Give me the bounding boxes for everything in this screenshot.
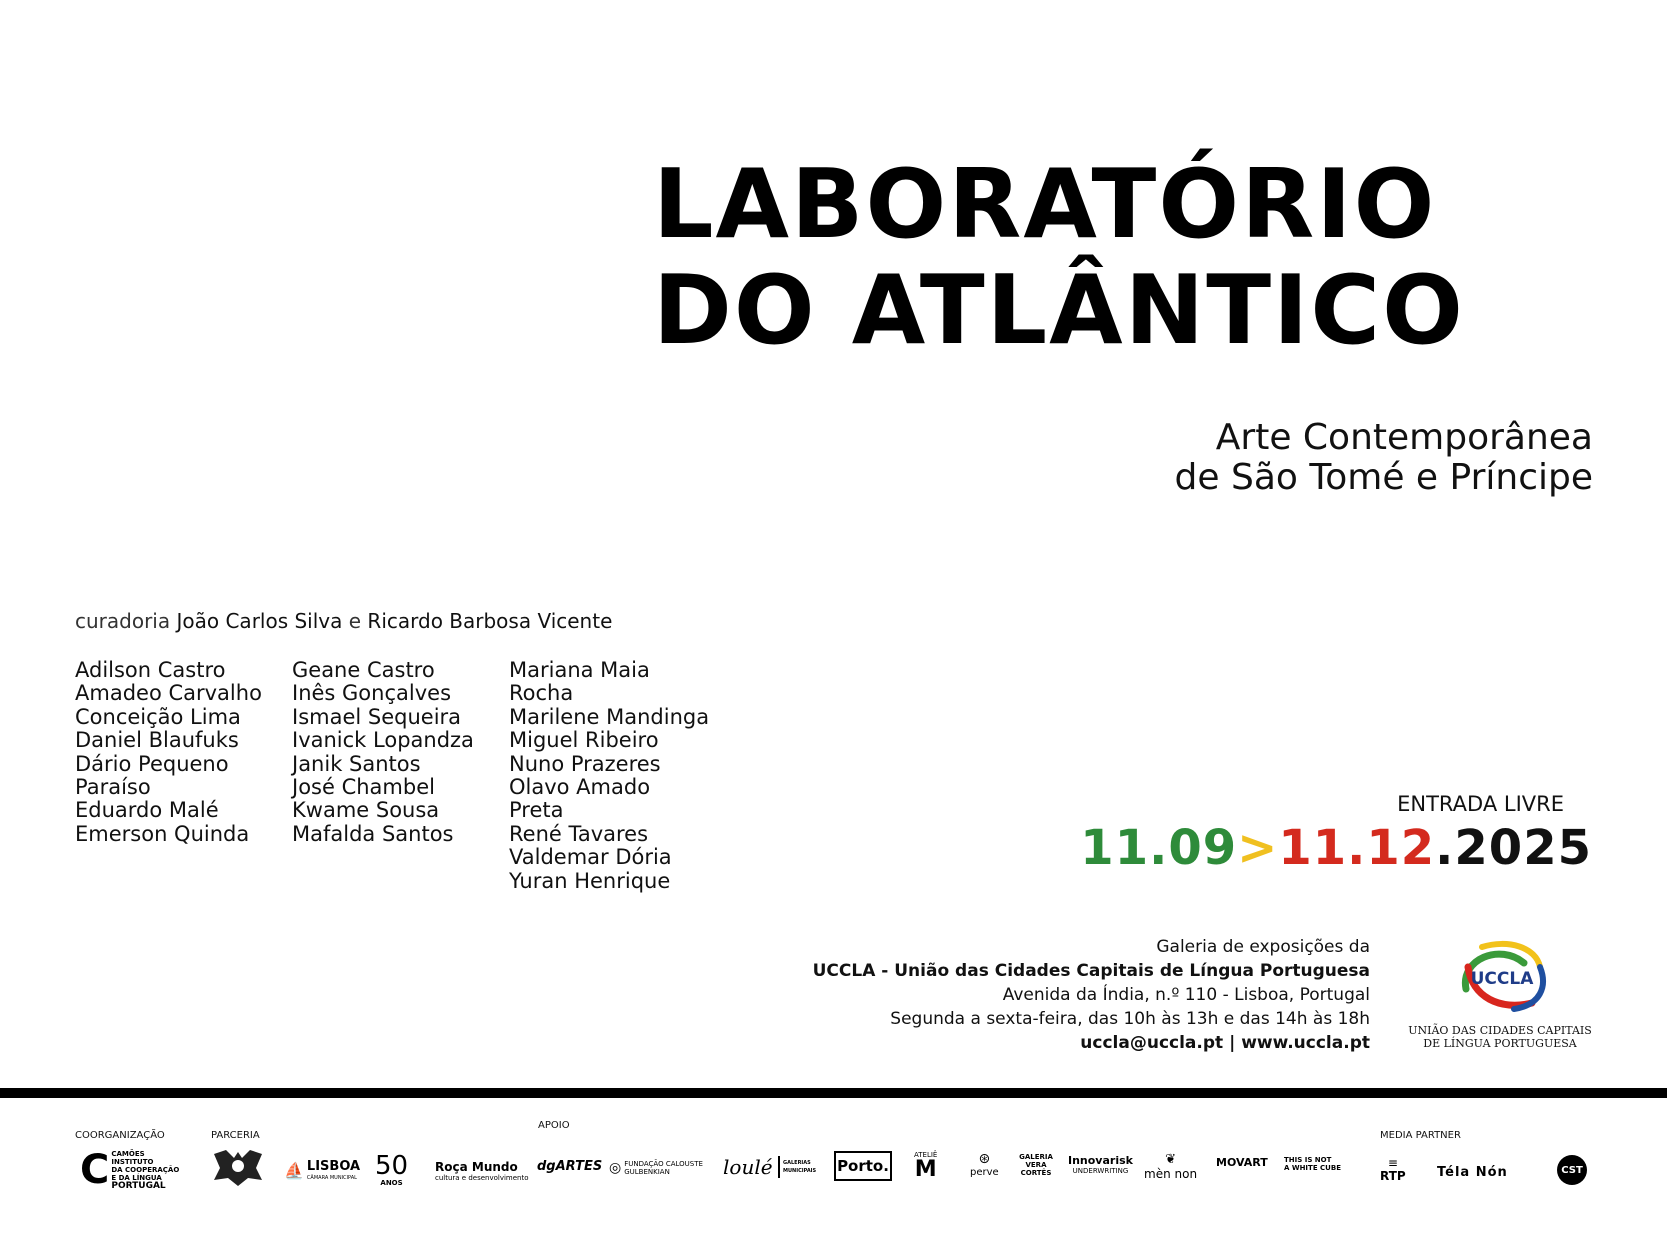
artist-name: Daniel Blaufuks (75, 728, 239, 753)
anniversary-logo (375, 1152, 408, 1188)
white-cube-text-1: THIS IS NOT (1284, 1156, 1332, 1164)
curator-name: João Carlos Silva (176, 609, 343, 633)
artist-name: Miguel Ribeiro (509, 728, 659, 753)
artist-name: José Chambel (292, 774, 435, 799)
curator-name: Ricardo Barbosa Vicente (367, 609, 613, 633)
men-non-logo (1144, 1148, 1197, 1184)
curation-credit (75, 609, 612, 633)
perve-logo (970, 1142, 999, 1186)
free-entry-label: ENTRADA LIVRE (1397, 792, 1564, 816)
artist-name: Nuno Prazeres (509, 751, 661, 776)
artist-name: Adilson Castro (75, 658, 226, 682)
venue-name: UCCLA - União das Cidades Capitais de Língua Portuguesa (812, 961, 1370, 981)
camoes-text-4: E DA LÍNGUA (111, 1174, 162, 1182)
roca-mundo-logo (435, 1158, 529, 1184)
exhibition-subtitle (1175, 418, 1593, 498)
artist-name: Olavo Amado (509, 774, 651, 799)
artist-name: Amadeo Carvalho (75, 681, 262, 706)
tela-non-logo (1437, 1162, 1508, 1182)
galerias-text: GALERIAS MUNICIPAIS (783, 1160, 817, 1174)
artist-name: Mafalda Santos (292, 821, 454, 846)
gulbenkian-text: FUNDAÇÃO CALOUSTE GULBENKIAN (624, 1160, 703, 1176)
year: .2025 (1435, 820, 1592, 876)
venue-contacts: uccla@uccla.pt | www.uccla.pt (1080, 1033, 1370, 1053)
rtp-logo (1380, 1154, 1406, 1186)
lisboa-ship-icon: ⛵ (284, 1160, 304, 1180)
artist-name: Marilene Mandinga (509, 704, 710, 729)
camoes-text-5: PORTUGAL (111, 1181, 166, 1191)
partnership-label: PARCERIA (211, 1130, 260, 1141)
artist-name: Emerson Quinda (75, 821, 250, 846)
dgartes-logo: dgARTES (537, 1158, 603, 1174)
exhibition-title (653, 152, 1465, 364)
lisboa-logo (284, 1158, 360, 1182)
porto-text: Porto. (837, 1157, 889, 1175)
media-partner-label: MEDIA PARTNER (1380, 1130, 1461, 1141)
anniversary-number-icon: 50 (375, 1151, 409, 1181)
galeria-vera-text: GALERIA VERA CORTÊS (1019, 1153, 1053, 1177)
artist-name: Geane Castro (292, 658, 435, 682)
artist-name: Janik Santos (292, 751, 421, 776)
perve-emblem-icon: ⊛ (978, 1150, 991, 1167)
artist-list-column-3 (509, 659, 709, 893)
venue-info (813, 935, 1370, 1055)
white-cube-logo (1284, 1152, 1341, 1176)
title-line-2: DO ATLÂNTICO (653, 256, 1465, 366)
venue-address: Avenida da Índia, n.º 110 - Lisboa, Portugal (1002, 985, 1370, 1005)
artist-name: Yuran Henrique (509, 868, 671, 893)
support-label: APOIO (538, 1120, 570, 1131)
subtitle-line-2: de São Tomé e Príncipe (1174, 457, 1593, 498)
perve-text: perve (970, 1166, 999, 1178)
atelie-text: ATELIÊ (914, 1151, 938, 1159)
uccla-logo-line-1: UNIÃO DAS CIDADES CAPITAIS (1408, 1024, 1592, 1037)
footer-divider (0, 1088, 1667, 1098)
artist-name: Conceição Lima (75, 704, 241, 729)
artist-name: René Tavares (509, 821, 649, 846)
camoes-c-icon: C (80, 1147, 110, 1193)
artist-name: Ivanick Lopandza (292, 728, 474, 753)
start-date: 11.09 (1080, 820, 1238, 876)
rtp-bars-icon: ≡ (1387, 1156, 1398, 1170)
curation-label: curadoria (75, 609, 171, 633)
exhibition-dates (1080, 820, 1592, 876)
atelie-logo (914, 1146, 937, 1186)
camoes-text-1: CAMÕES (111, 1150, 145, 1158)
uccla-logo-mark: UCCLA (1470, 969, 1534, 989)
uccla-logo-line-2: DE LÍNGUA PORTUGUESA (1423, 1037, 1577, 1050)
artist-name: Rocha (509, 681, 574, 706)
innovarisk-logo (1068, 1150, 1133, 1178)
anniversary-text: ANOS (380, 1179, 403, 1187)
roca-mundo-subtext: cultura e desenvolvimento (435, 1174, 529, 1182)
tela-non-text: Téla Nón (1437, 1164, 1508, 1180)
white-cube-text-2: A WHITE CUBE (1284, 1164, 1341, 1172)
gulbenkian-logo (609, 1158, 704, 1178)
porto-logo (834, 1151, 892, 1181)
venue-intro: Galeria de exposições da (1156, 937, 1370, 957)
artist-name: Kwame Sousa (292, 798, 440, 823)
camoes-text-2: INSTITUTO (111, 1158, 154, 1166)
rtp-text: RTP (1380, 1169, 1406, 1183)
lisboa-subtext: CÂMARA MUNICIPAL (306, 1174, 357, 1181)
artist-list-column-2 (292, 659, 474, 846)
lisboa-text: LISBOA (306, 1158, 361, 1174)
loule-logo: loulé (723, 1155, 773, 1179)
men-non-text: mèn non (1144, 1166, 1198, 1181)
artist-name: Inês Gonçalves (292, 681, 452, 706)
title-line-1: LABORATÓRIO (653, 150, 1437, 260)
artist-name: Mariana Maia (509, 658, 650, 682)
roca-mundo-text: Roça Mundo (435, 1160, 518, 1174)
artist-name: Preta (509, 798, 564, 823)
end-date: 11.12 (1278, 820, 1436, 876)
artist-name: Eduardo Malé (75, 798, 219, 823)
venue-hours: Segunda a sexta-feira, das 10h às 13h e das 14h às 18h (890, 1009, 1370, 1029)
artist-list-column-1 (75, 659, 262, 846)
innovarisk-subtext: UNDERWRITING (1072, 1166, 1129, 1175)
cst-text: CST (1561, 1164, 1583, 1176)
artist-name: Dário Pequeno (75, 751, 229, 776)
cst-logo (1557, 1155, 1587, 1185)
movart-logo: MOVART (1216, 1155, 1268, 1169)
artist-name: Ismael Sequeira (292, 704, 462, 729)
innovarisk-text: Innovarisk (1068, 1153, 1133, 1167)
gulbenkian-circle-icon: ◎ (609, 1160, 622, 1176)
subtitle-line-1: Arte Contemporânea (1215, 417, 1593, 458)
artist-name: Paraíso (75, 774, 151, 799)
galerias-municipais-logo (778, 1156, 817, 1178)
galeria-vera-cortes-logo (1016, 1150, 1056, 1180)
atelie-mountain-icon: M (914, 1157, 937, 1182)
coat-of-arms-icon (210, 1148, 266, 1188)
coorganization-label: COORGANIZAÇÃO (75, 1130, 165, 1141)
camoes-logo (80, 1147, 180, 1193)
date-separator: > (1237, 820, 1279, 876)
men-non-lotus-icon: ❦ (1165, 1151, 1176, 1167)
artist-name: Valdemar Dória (509, 845, 672, 870)
curation-conjunction: e (348, 609, 362, 633)
camoes-text-3: DA COOPERAÇÃO (111, 1166, 180, 1174)
uccla-logo (1408, 937, 1593, 1052)
